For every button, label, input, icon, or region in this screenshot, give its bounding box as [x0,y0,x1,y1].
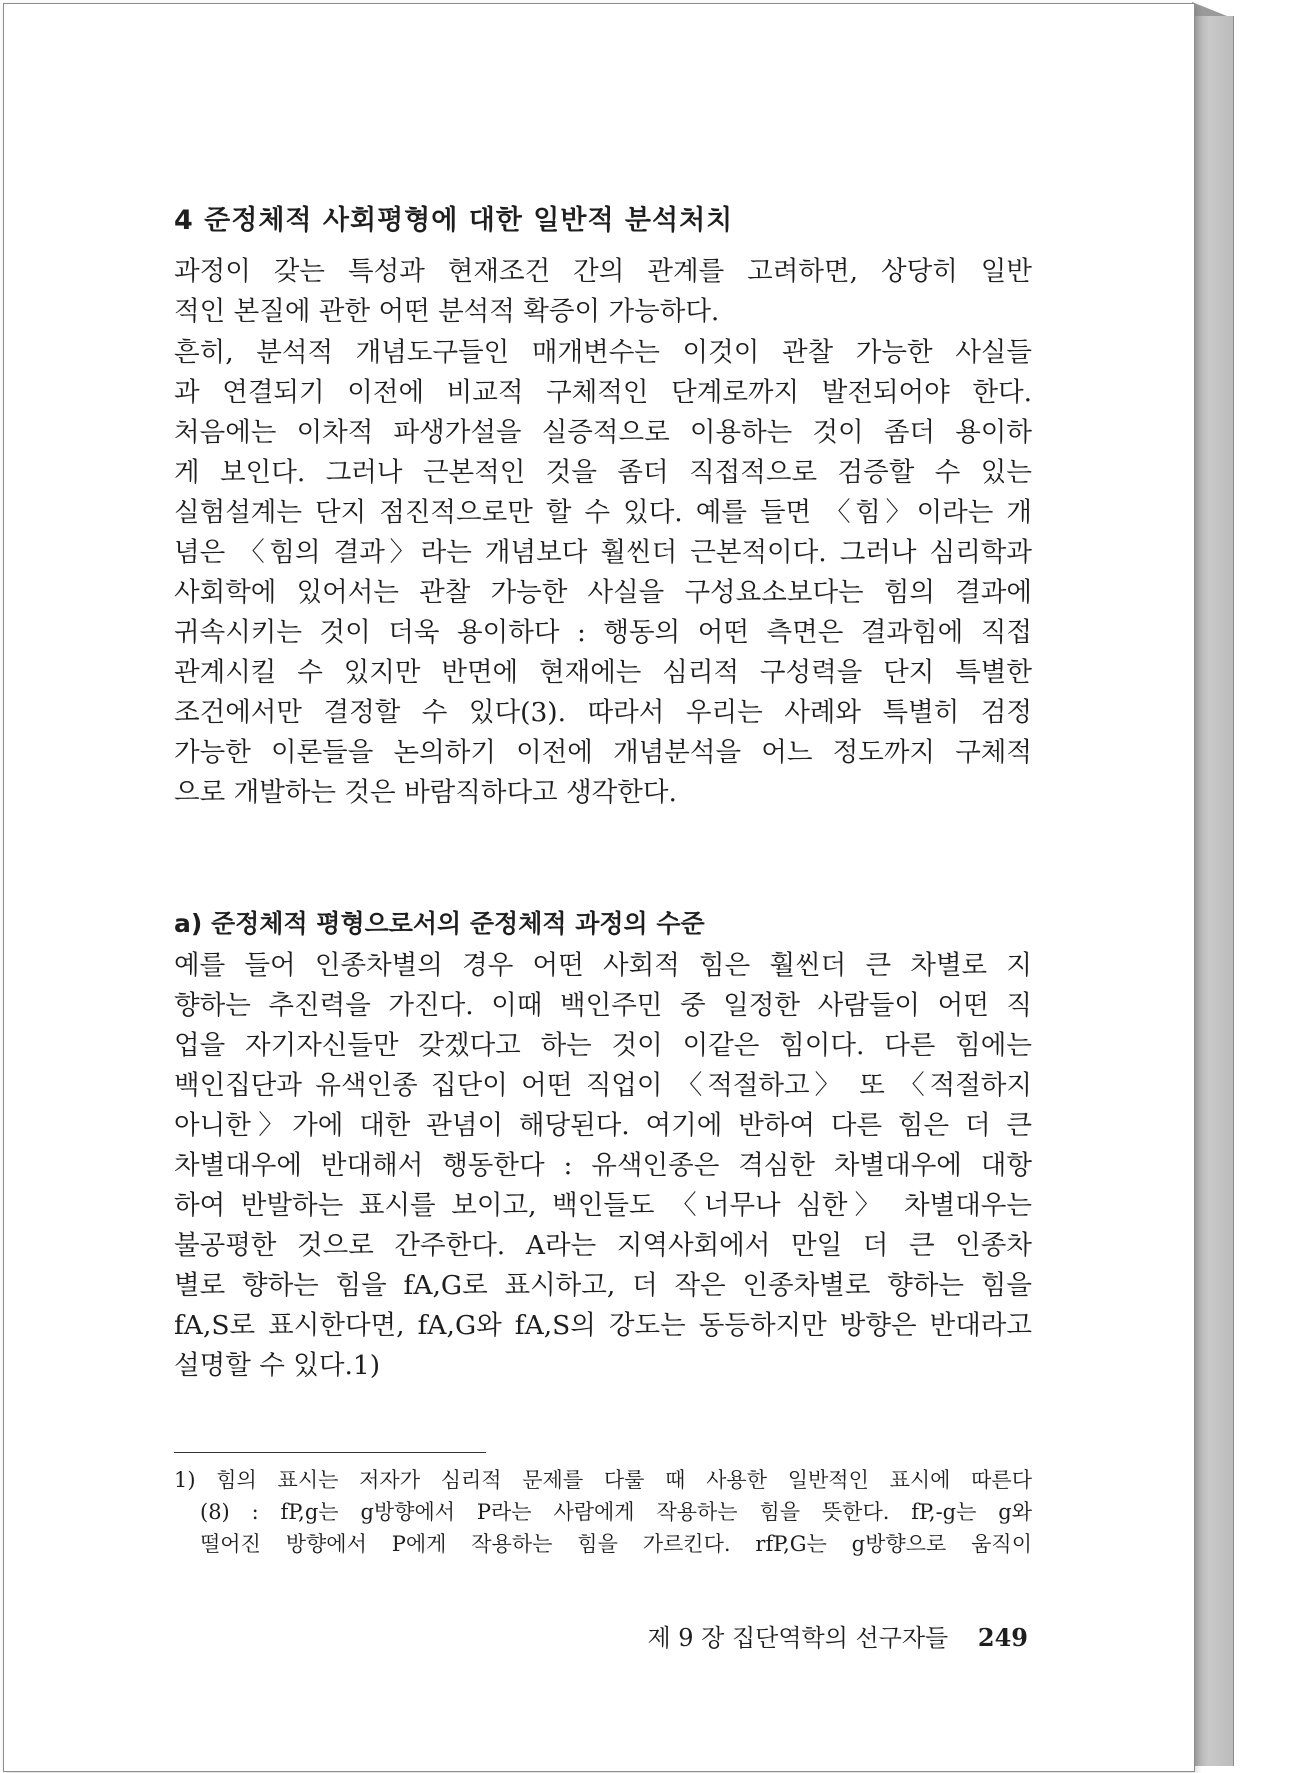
section-heading: 4 준정체적 사회평형에 대한 일반적 분석처치 [174,205,734,236]
text-line: 게 보인다. 그러나 근본적인 것을 좀더 직접적으로 검증할 수 있는 [174,457,1032,488]
book-page [3,3,1195,1772]
text-line: 귀속시키는 것이 더욱 용이하다 : 행동의 어떤 측면은 결과힘에 직접 [174,617,1032,648]
text-line: 아니한〉가에 대한 관념이 해당된다. 여기에 반하여 다른 힘은 더 큰 [174,1110,1032,1141]
text-line: 차별대우에 반대해서 행동한다 : 유색인종은 격심한 차별대우에 대항 [174,1150,1032,1181]
text-line: 적인 본질에 관한 어떤 분석적 확증이 가능하다. [174,296,720,327]
text-line: 사회학에 있어서는 관찰 가능한 사실을 구성요소보다는 힘의 결과에 [174,577,1032,608]
subsection-heading: a) 준정체적 평형으로서의 준정체적 과정의 수준 [174,909,705,938]
text-line: 하여 반발하는 표시를 보이고, 백인들도 〈너무나 심한〉 차별대우는 [174,1190,1032,1221]
book-spine [1192,16,1234,1766]
text-line: 백인집단과 유색인종 집단이 어떤 직업이 〈적절하고〉 또 〈적절하지 [174,1070,1032,1101]
page-number: 249 [977,1623,1028,1652]
paragraph-3 [174,946,1032,1386]
text-line: 조건에서만 결정할 수 있다(3). 따라서 우리는 사례와 특별히 검정 [174,697,1032,728]
text-line: 가능한 이론들을 논의하기 이전에 개념분석을 어느 정도까지 구체적 [174,737,1032,768]
page-footer [608,1618,1028,1653]
footnote-divider [174,1452,486,1453]
text-line: 별로 향하는 힘을 fA,G로 표시하고, 더 작은 인종차별로 향하는 힘을 [174,1270,1032,1301]
text-line: 처음에는 이차적 파생가설을 실증적으로 이용하는 것이 좀더 용이하 [174,417,1032,448]
text-line: 불공평한 것으로 간주한다. A라는 지역사회에서 만일 더 큰 인종차 [174,1230,1032,1261]
text-line: 관계시킬 수 있지만 반면에 현재에는 심리적 구성력을 단지 특별한 [174,657,1032,688]
text-line: fA,S로 표시한다면, fA,G와 fA,S의 강도는 동등하지만 방향은 반대라고 [174,1310,1032,1341]
footnote-line: (8) : fP,g는 g방향에서 P라는 사람에게 작용하는 힘을 뜻한다. fP,-g는 g와 [200,1500,1032,1524]
running-header-chapter: 제 9 장 집단역학의 선구자들 [647,1624,949,1652]
text-line: 과 연결되기 이전에 비교적 구체적인 단계로까지 발전되어야 한다. [174,377,1032,408]
text-line: 업을 자기자신들만 갖겠다고 하는 것이 이같은 힘이다. 다른 힘에는 [174,1030,1032,1061]
footnote-line: 1) 힘의 표시는 저자가 심리적 문제를 다룰 때 사용한 일반적인 표시에 따른다 [174,1468,1032,1492]
footnotes [174,1464,1032,1560]
text-line: 흔히, 분석적 개념도구들인 매개변수는 이것이 관찰 가능한 사실들 [174,337,1032,368]
text-line: 념은 〈힘의 결과〉라는 개념보다 훨씬더 근본적이다. 그러나 심리학과 [174,537,1032,568]
text-line: 으로 개발하는 것은 바람직하다고 생각한다. [174,777,677,808]
text-line: 설명할 수 있다.1) [174,1350,381,1381]
footnote-line: 떨어진 방향에서 P에게 작용하는 힘을 가르킨다. rfP,G는 g방향으로 움직이 [200,1532,1032,1556]
paragraph-1 [174,252,1032,332]
text-line: 실험설계는 단지 점진적으로만 할 수 있다. 예를 들면 〈힘〉이라는 개 [174,497,1032,528]
text-line: 예를 들어 인종차별의 경우 어떤 사회적 힘은 훨씬더 큰 차별로 지 [174,950,1032,981]
text-line: 과정이 갖는 특성과 현재조건 간의 관계를 고려하면, 상당히 일반 [174,256,1032,287]
paragraph-2 [174,333,1032,813]
text-line: 향하는 추진력을 가진다. 이때 백인주민 중 일정한 사람들이 어떤 직 [174,990,1032,1021]
